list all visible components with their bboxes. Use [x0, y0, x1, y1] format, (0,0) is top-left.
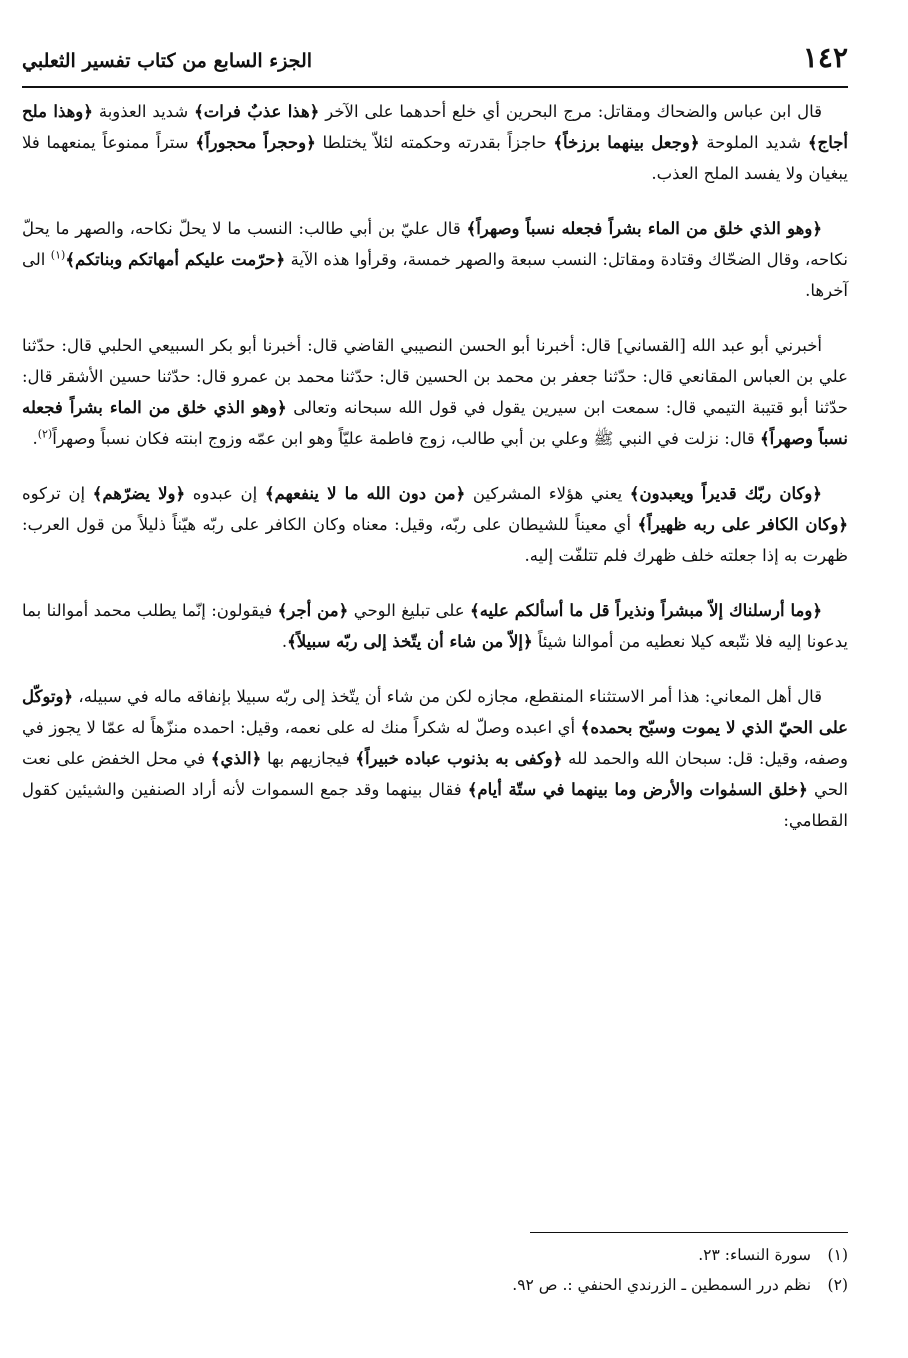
- quran-verse: ﴿وما أرسلناك إلاّ مبشراً ونذيراً قل ما أسألكم عليه﴾: [470, 601, 822, 620]
- paragraph-text: أي معيناً للشيطان على ربّه، وقيل: معناه وكان الكافر على ربّه هيّناً ذليلاً من قول العرب: ظهرت به إذا جعلته خلف ظهرك فلم تتلفّت إليه.: [22, 515, 848, 565]
- paragraph-text: الى آخرها.: [22, 250, 848, 300]
- quran-verse: ﴿وجعل بينهما برزخاً﴾: [553, 133, 700, 152]
- paragraph-text: أخبرني أبو عبد الله [القساني] قال: أخبرنا أبو الحسن النصيبي القاضي قال: أخبرنا أبو بكر السبيعي الحلبي قال: حدّثنا علي بن العباس المقانعي قال: حدّثنا جعفر بن محمد بن الحسين قال: حدّثنا محمد بن عمرو قال: حدّثنا حسين الأشقر قال: حدّثنا أبو قتيبة التيمي قال: سمعت ابن سيرين يقول في قول الله سبحانه وتعالى: [22, 336, 848, 417]
- paragraph-text: قال أهل المعاني: هذا أمر الاستثناء المنقطع، مجازه لكن من شاء أن يتّخذ إلى ربّه سبيلا بإنفاقه ماله في سبيله،: [73, 687, 822, 706]
- paragraph: [22, 330, 848, 454]
- paragraph-text: حاجزاً بقدرته وحكمته لئلاّ يختلطا: [315, 133, 554, 152]
- footnote: [380, 1270, 848, 1300]
- quran-verse: ﴿وكفى به بذنوب عباده خبيراً﴾: [355, 749, 563, 768]
- quran-verse: ﴿من أجر﴾: [277, 601, 349, 620]
- paragraph-text: قال عليّ بن أبي طالب: النسب ما لا يحلّ نكاحه، والصهر ما يحلّ نكاحه، وقال الضحّاك وقتادة ومقاتل: النسب سبعة والصهر خمسة، وقرأوا هذه الآية: [22, 219, 848, 269]
- paragraph-text: شديد العذوبة: [92, 102, 195, 121]
- paragraph-text: .: [281, 632, 288, 651]
- quran-verse: ﴿وتوكّل على الحيّ الذي لا يموت وسبّح بحمده﴾: [22, 687, 848, 737]
- paragraph-text: فقال بينهما وقد جمع السموات لأنه أراد الصنفين والشيئين كقول القطامي:: [22, 780, 848, 830]
- quran-verse: ﴿من دون الله ما لا ينفعهم﴾: [264, 484, 466, 503]
- paragraph-text: قال: نزلت في النبي ﷺ وعلي بن أبي طالب، زوج فاطمة عليّاً وهو ابن عمّه وزوج ابنته فكان نسباً وصهراً: [52, 429, 760, 448]
- footnote-number: (١): [827, 1246, 848, 1264]
- paragraph: [22, 681, 848, 836]
- paragraph-text: في محل الخفض على نعت الحي: [22, 749, 848, 799]
- paragraph: [22, 96, 848, 189]
- footnote-number: (٢): [827, 1276, 848, 1294]
- paragraph-text: إن عبدوه: [185, 484, 265, 503]
- page-body: [22, 96, 848, 860]
- paragraph-text: شديد الملوحة: [699, 133, 808, 152]
- paragraph-text: يعني هؤلاء المشركين: [465, 484, 630, 503]
- paragraph: [22, 213, 848, 306]
- paragraph-text: فيقولون: إنّما يطلب محمد أموالنا بما يدعونا إليه فلا نتّبعه كيلا نعطيه من أموالنا شيئاً: [22, 601, 848, 651]
- footnote: [380, 1240, 848, 1270]
- footnotes: [380, 1240, 848, 1300]
- quran-verse: ﴿هذا عذبٌ فرات﴾: [194, 102, 320, 121]
- quran-verse: ﴿وحجراً محجوراً﴾: [195, 133, 316, 152]
- footnote-text: نظم درر السمطين ـ الزرندي الحنفي :. ص ٩٢.: [512, 1276, 812, 1294]
- paragraph-text: .: [32, 429, 38, 448]
- paragraph-text: إن تركوه: [22, 484, 93, 503]
- footnote-reference: (١): [50, 248, 66, 262]
- paragraph-text: أي اعبده وصلّ له شكراً منك له على نعمه، وقيل: احمده منزّهاً له عمّا لا يجوز في وصفه، وقيل: قل: سبحان الله والحمد لله: [22, 718, 848, 768]
- quran-verse: ﴿وهو الذي خلق من الماء بشراً فجعله نسباً وصهراً﴾: [466, 219, 823, 238]
- page-header: [22, 38, 848, 86]
- quran-verse: ﴿وهو الذي خلق من الماء بشراً فجعله نسباً وصهراً﴾: [22, 398, 848, 448]
- paragraph-text: قال ابن عباس والضحاك ومقاتل: مرج البحرين أي خلع أحدهما على الآخر: [319, 102, 823, 121]
- quran-verse: ﴿وكان ربّك قديراً ويعبدون﴾: [629, 484, 822, 503]
- paragraph-text: على تبليغ الوحي: [348, 601, 471, 620]
- paragraph: [22, 478, 848, 571]
- paragraph-text: ستراً ممنوعاً يمنعهما فلا يبغيان ولا يفسد الملح العذب.: [22, 133, 848, 183]
- quran-verse: ﴿خلق السمٰوات والأرض وما بينهما في ستّة أيام﴾: [467, 780, 808, 799]
- quran-verse: ﴿حرّمت عليكم أمهاتكم وبناتكم﴾: [65, 250, 286, 269]
- header-rule: [22, 86, 848, 88]
- paragraph: [22, 595, 848, 657]
- footnote-separator: [530, 1232, 848, 1233]
- paragraph-text: فيجازيهم بها: [261, 749, 356, 768]
- quran-verse: ﴿وكان الكافر على ربه ظهيراً﴾: [637, 515, 849, 534]
- footnote-text: سورة النساء: ٢٣.: [698, 1246, 812, 1264]
- quran-verse: ﴿الذي﴾: [210, 749, 262, 768]
- page-number: ١٤٢: [802, 41, 848, 74]
- quran-verse: ﴿إلاّ من شاء أن يتّخذ إلى ربّه سبيلاً﴾: [287, 632, 533, 651]
- running-title: الجزء السابع من كتاب تفسير الثعلبي: [22, 50, 313, 72]
- quran-verse: ﴿ولا يضرّهم﴾: [92, 484, 186, 503]
- footnote-reference: (٢): [37, 427, 53, 441]
- quran-verse: ﴿وهذا ملح أجاج﴾: [22, 102, 849, 152]
